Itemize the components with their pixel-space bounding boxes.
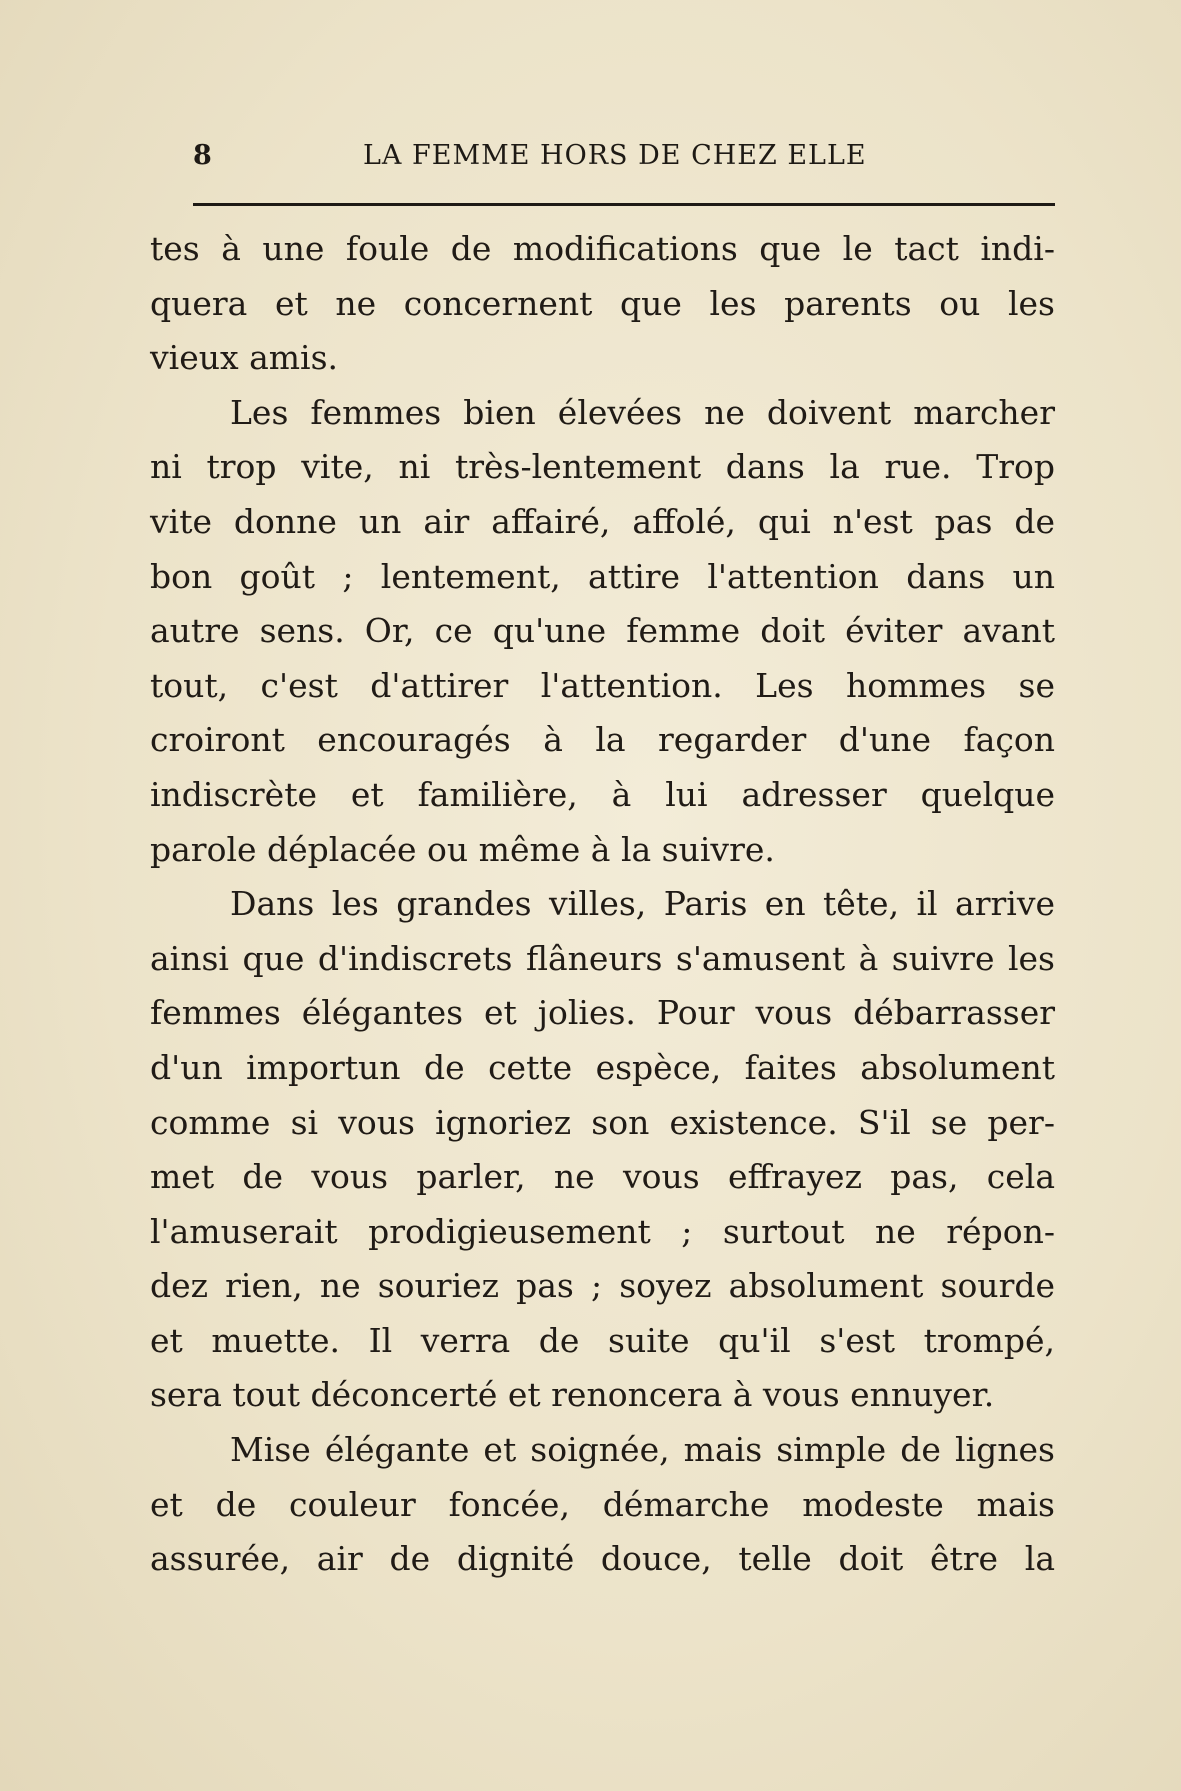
text-line: tout, c'est d'attirer l'attention. Les hommes se [150,665,1055,705]
text-line: sera tout déconcerté et renoncera à vous ennuyer. [150,1375,995,1415]
text-line: l'amuserait prodigieusement ; surtout ne répon- [150,1211,1055,1251]
text-line: ainsi que d'indiscrets flâneurs s'amusent à suivre les [150,938,1055,978]
text-line: et muette. Il verra de suite qu'il s'est trompé, [150,1320,1055,1360]
text-line: Mise élégante et soignée, mais simple de lignes [230,1430,1055,1470]
text-line: tes à une foule de modifications que le tact indi- [150,229,1055,268]
text-line: quera et ne concernent que les parents ou les [150,283,1055,323]
text-line: bon goût ; lentement, attire l'attention dans un [150,556,1055,596]
text-line: comme si vous ignoriez son existence. S'il se per- [150,1102,1055,1142]
page-header [193,140,1055,180]
text-line: Dans les grandes villes, Paris en tête, il arrive [230,884,1055,924]
text-line: vieux amis. [150,338,339,378]
text-line: autre sens. Or, ce qu'une femme doit éviter avant [150,611,1055,651]
text-line: femmes élégantes et jolies. Pour vous débarrasser [150,993,1055,1033]
header-rule [193,203,1055,206]
text-line: d'un importun de cette espèce, faites absolument [150,1047,1055,1087]
text-line: dez rien, ne souriez pas ; soyez absolument sourde [150,1266,1055,1306]
text-line: vite donne un air affairé, affolé, qui n'est pas de [150,501,1055,541]
text-line: Les femmes bien élevées ne doivent marcher [230,392,1055,432]
text-line: ni trop vite, ni très-lentement dans la rue. Trop [150,447,1055,487]
text-line: parole déplacée ou même à la suivre. [150,829,775,869]
running-title: LA FEMME HORS DE CHEZ ELLE [363,140,867,171]
text-line: met de vous parler, ne vous effrayez pas, cela [150,1157,1055,1197]
text-line: indiscrète et familière, à lui adresser quelque [150,774,1055,814]
text-line: assurée, air de dignité douce, telle doit être la [150,1539,1055,1579]
page-number: 8 [193,140,213,171]
text-line: croiront encouragés à la regarder d'une façon [150,720,1055,760]
text-line: et de couleur foncée, démarche modeste mais [150,1484,1055,1524]
body-text [150,222,1055,1587]
